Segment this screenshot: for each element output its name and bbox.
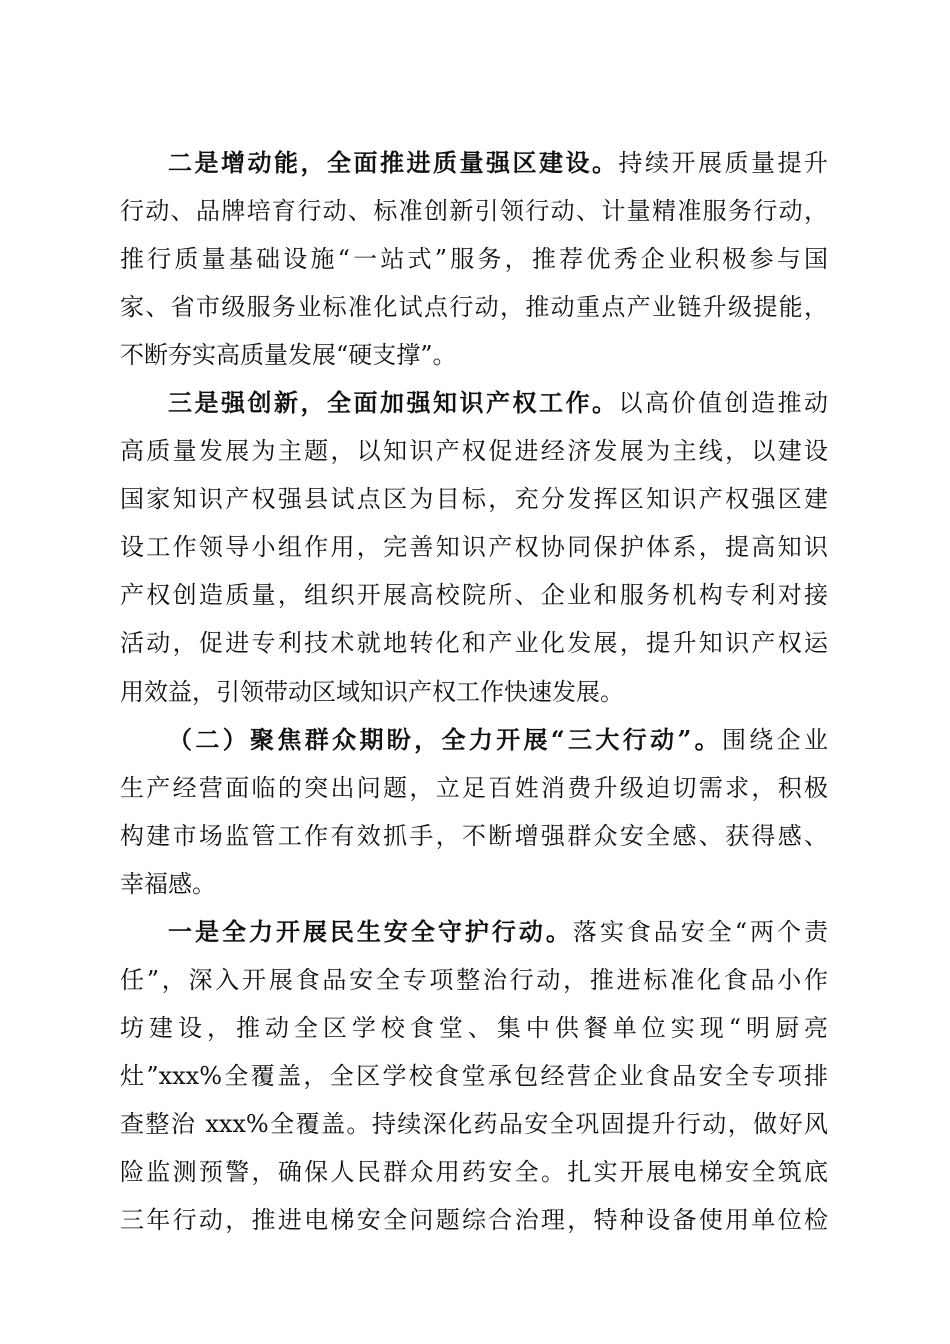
text-line: 三年行动，推进电梯安全问题综合治理，特种设备使用单位检 — [120, 1206, 828, 1235]
text-line: 用效益，引领带动区域知识产权工作快速发展。 — [120, 677, 624, 706]
line-text: 落实食品安全“两个责 — [572, 917, 828, 946]
text-line: 险监测预警，确保人民群众用药安全。扎实开展电梯安全筑底 — [120, 1157, 828, 1186]
paragraph-safety — [120, 908, 828, 1244]
text-line — [120, 139, 828, 187]
text-line: 坊建设，推动全区学校食堂、集中供餐单位实现“明厨亮 — [120, 1013, 828, 1042]
text-line: 家、省市级服务业标准化试点行动，推动重点产业链升级提能， — [120, 293, 828, 322]
line-text: 持续开展质量提升 — [618, 149, 828, 177]
text-line: 活动，促进专利技术就地转化和产业化发展，提升知识产权运 — [120, 629, 828, 658]
text-line: 国家知识产权强县试点区为目标，充分发挥区知识产权强区建 — [120, 485, 828, 514]
text-line: 查整治 xxx%全覆盖。持续深化药品安全巩固提升行动，做好风 — [120, 1109, 828, 1138]
text-line: 构建市场监管工作有效抓手，不断增强群众安全感、获得感、 — [120, 821, 828, 850]
paragraph-quality — [120, 139, 828, 379]
text-line: 推行质量基础设施“一站式”服务，推荐优秀企业积极参与国 — [120, 245, 828, 274]
section-heading: （二）聚焦群众期盼，全力开展“三大行动”。 — [168, 724, 722, 754]
text-line: 任”，深入开展食品安全专项整治行动，推进标准化食品小作 — [120, 965, 828, 994]
paragraph-heading: 一是全力开展民生安全守护行动。 — [168, 916, 573, 946]
text-line: 幸福感。 — [120, 869, 216, 898]
line-text: 围绕企业 — [721, 725, 829, 754]
text-line: 行动、品牌培育行动、标准创新引领行动、计量精准服务行动， — [120, 197, 828, 226]
paragraph-innovation — [120, 379, 828, 715]
line-text: 以高价值创造推动 — [618, 389, 828, 418]
text-line: 高质量发展为主题，以知识产权促进经济发展为主线，以建设 — [120, 437, 828, 466]
text-line: 产权创造质量，组织开展高校院所、企业和服务机构专利对接 — [120, 581, 828, 610]
paragraph-heading: 三是强创新，全面加强知识产权工作。 — [168, 388, 619, 418]
document-body — [120, 139, 828, 1244]
text-line — [120, 716, 828, 764]
text-line: 灶”xxx%全覆盖，全区学校食堂承包经营企业食品安全专项排 — [120, 1061, 828, 1090]
text-line: 生产经营面临的突出问题，立足百姓消费升级迫切需求，积极 — [120, 773, 828, 802]
text-line — [120, 379, 828, 427]
text-line — [120, 908, 828, 956]
text-line: 设工作领导小组作用，完善知识产权协同保护体系，提高知识 — [120, 533, 828, 562]
paragraph-heading: 二是增动能，全面推进质量强区建设。 — [168, 148, 619, 177]
paragraph-section-two — [120, 716, 828, 908]
text-line: 不断夯实高质量发展“硬支撑”。 — [120, 341, 457, 370]
